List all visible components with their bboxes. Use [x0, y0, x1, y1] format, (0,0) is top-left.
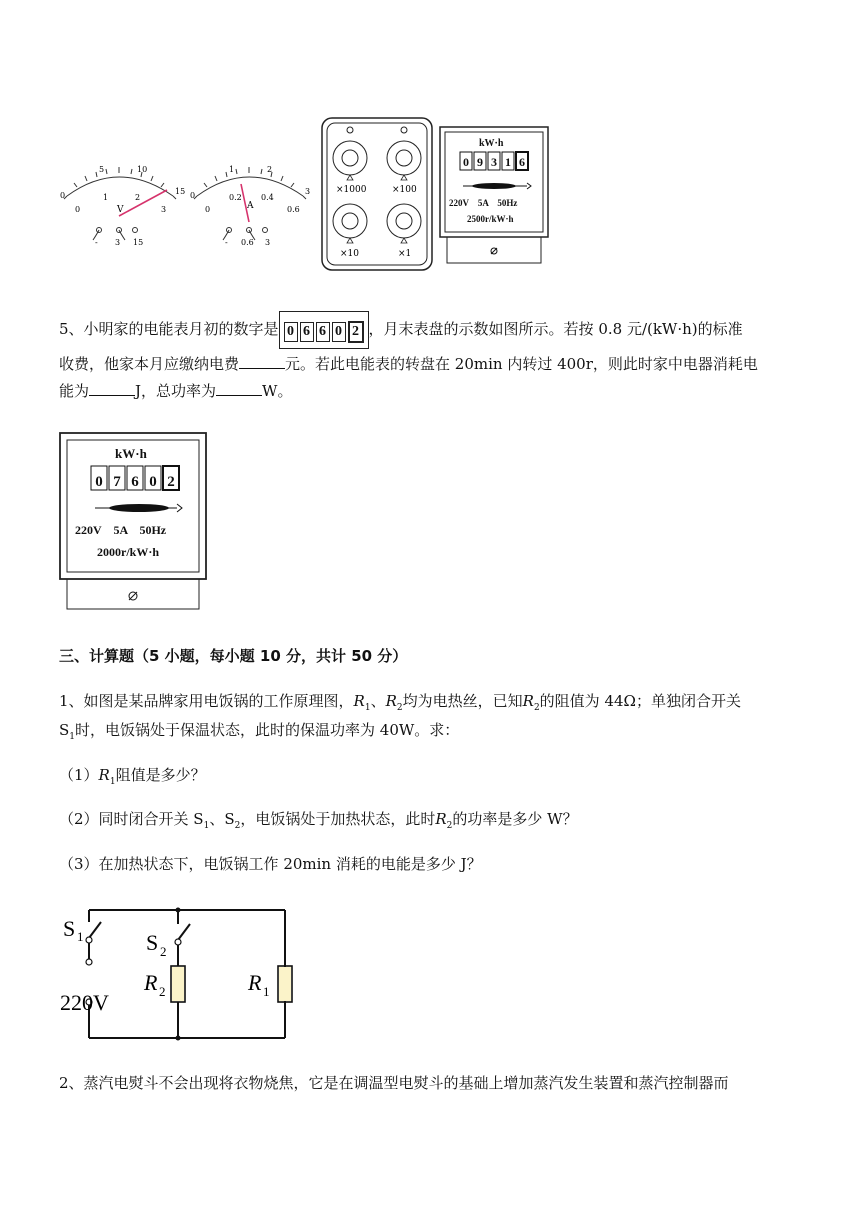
q5-line3-b: J，总功率为 [135, 382, 217, 400]
voltmeter-terminal-3: 3 [115, 238, 121, 247]
voltmeter-terminal-neg: - [95, 238, 98, 247]
voltmeter-scale-5: 5 [99, 165, 105, 174]
resistance-box-figure [320, 116, 434, 272]
meter-top-digit-0: 0 [463, 155, 469, 169]
q5-digit-4: 2 [348, 321, 364, 343]
ammeter-scale-1: 1 [229, 165, 235, 174]
q5-start-reading [279, 311, 369, 349]
ammeter-scale-2: 2 [267, 165, 273, 174]
voltmeter-figure [55, 150, 185, 250]
q5-line3-c: W。 [262, 382, 293, 400]
voltmeter-scale-0: 0 [60, 191, 66, 200]
q1-r2-sub: 2 [396, 703, 403, 713]
q1-sub1-a: （1） [59, 766, 99, 784]
q5-line1-rest: ，月末表盘的示数如图所示。若按 0.8 元/(kW·h)的标准 [368, 320, 743, 338]
section-3-title: 三、计算题（5 小题，每小题 10 分，共计 50 分） [59, 647, 408, 665]
q5-digit-1: 6 [300, 322, 314, 342]
q1-sub2-c: 的功率是多少 W？ [452, 810, 578, 828]
ammeter-scale-b2: 0.4 [261, 193, 274, 202]
q1-sub1-r-sub: 1 [109, 777, 116, 787]
q1-r2b-symbol: R [522, 692, 534, 710]
energy-meter-figure [59, 432, 209, 612]
q1-sub1 [59, 758, 206, 799]
q1-r1-sub: 1 [364, 703, 371, 713]
voltmeter-terminal-15: 15 [133, 238, 144, 247]
meter2-unit: kW·h [115, 446, 147, 461]
voltmeter-unit: V [117, 205, 124, 215]
q1-sub2-r-symbol: R [435, 810, 447, 828]
q1-sub2-r-sub: 2 [446, 821, 453, 831]
voltmeter-scale-15: 15 [175, 187, 185, 196]
meter2-digit-0: 0 [95, 474, 103, 490]
ammeter-unit: A [247, 201, 254, 211]
dial-label-1000: ×1000 [336, 185, 367, 195]
q1-sub2: （2）同时闭合开关 $S_1$、$S_2$，电饭锅处于加热状态，此时$R_2$的功率是多少 W？ [59, 810, 578, 831]
circuit-s1-sub: 1 [77, 929, 84, 944]
q1-line1-b: 均为电热丝，已知 [402, 692, 523, 710]
q1-sub1-r-symbol: R [98, 766, 110, 784]
meter-top-digit-3: 1 [505, 155, 511, 169]
meter2-digit-4: 2 [167, 474, 175, 490]
circuit-diagram [58, 900, 298, 1050]
ammeter-terminal-06: 0.6 [241, 238, 254, 247]
circuit-source-label: 220V [60, 990, 109, 1015]
ammeter-terminal-3: 3 [265, 238, 271, 247]
q1-s1-sub: 1 [69, 732, 76, 742]
q1-sub3: （3）在加热状态下，电饭锅工作 20min 消耗的电能是多少 J？ [59, 855, 482, 873]
ammeter-scale-b3: 0.6 [287, 205, 300, 214]
meter-top-spec: 220V 5A 50Hz [449, 198, 518, 208]
voltmeter-scale-10: 10 [137, 165, 148, 174]
voltmeter-scale-b3: 3 [161, 205, 167, 214]
meter2-rev: 2000r/kW·h [97, 545, 160, 559]
q5-line2-b: 元。若此电能表的转盘在 20min 内转过 400r，则此时家中电器消耗电 [285, 355, 758, 373]
q1-sub2-b: ，电饭锅处于加热状态，此时 [240, 810, 436, 828]
q5-line2-a: 收费，他家本月应缴纳电费 [59, 355, 240, 373]
q5-blank-fee [239, 367, 285, 369]
dial-label-10: ×10 [340, 249, 359, 259]
ammeter-scale-b0: 0 [205, 205, 211, 214]
q1-sub2-s1-sub: 1 [203, 821, 210, 831]
meter2-digit-2: 6 [131, 474, 139, 490]
meter-top-digit-2: 3 [491, 155, 497, 169]
q1-r1-symbol: R [353, 692, 365, 710]
circuit-r2-label: R [144, 970, 158, 995]
meter-top-rev: 2500r/kW·h [467, 214, 514, 224]
q5-blank-power [216, 394, 262, 396]
circuit-s2-label: S [146, 930, 159, 955]
ammeter-terminal-neg: - [225, 238, 228, 247]
q5-digit-3: 0 [332, 322, 346, 342]
voltmeter-scale-b1: 1 [103, 193, 109, 202]
q5-blank-energy [89, 394, 135, 396]
q1-line2 [59, 713, 459, 754]
q1-line1-c: 的阻值为 44Ω；单独闭合开关 [539, 692, 741, 710]
ammeter-figure [185, 150, 315, 250]
meter-top-digit-1: 9 [477, 155, 483, 169]
q1-sub1-b: 阻值是多少？ [115, 766, 206, 784]
q1-r2-symbol: R [385, 692, 397, 710]
q1-line1: 1、如图是某品牌家用电饭锅的工作原理图，$R_1$、$R_2$均为电热丝，已知$R_2$的阻值为 44Ω；单独闭合开关 [59, 692, 741, 713]
circuit-r2-sub: 2 [159, 984, 166, 999]
q1-line1-a: 1、如图是某品牌家用电饭锅的工作原理图， [59, 692, 354, 710]
q5-line3 [59, 374, 292, 408]
circuit-s2-sub: 2 [160, 944, 167, 959]
q1-sub2-a: （2）同时闭合开关 S [59, 810, 204, 828]
dial-label-100: ×100 [392, 185, 417, 195]
q5-digit-2: 6 [316, 322, 330, 342]
meter-top-unit: kW·h [479, 138, 504, 149]
q1-line2-text: 时，电饭锅处于保温状态，此时的保温功率为 40W。求： [75, 721, 460, 739]
meter-top-digit-4: 6 [519, 155, 525, 169]
q5-line3-a: 能为 [59, 382, 90, 400]
q1-r2b-sub: 2 [533, 703, 540, 713]
q2-line1: 2、蒸汽电熨斗不会出现将衣物烧焦，它是在调温型电熨斗的基础上增加蒸汽发生装置和蒸汽控制器而 [59, 1074, 729, 1092]
q5-digit-0: 0 [284, 322, 298, 342]
ammeter-scale-b1: 0.2 [229, 193, 242, 202]
meter2-digit-3: 0 [149, 474, 157, 490]
circuit-r1-sub: 1 [263, 984, 270, 999]
q1-sub2-s2-sub: 2 [234, 821, 241, 831]
q5-line1 [59, 311, 743, 349]
energy-meter-top-figure [439, 126, 551, 266]
dial-label-1: ×1 [398, 249, 412, 259]
q1-sub2-s2-symbol: S [224, 810, 235, 828]
q1-s1-symbol: S [59, 721, 70, 739]
voltmeter-scale-b2: 2 [135, 193, 141, 202]
voltmeter-scale-b0: 0 [75, 205, 81, 214]
meter2-spec: 220V 5A 50Hz [75, 523, 167, 537]
meter2-digit-1: 7 [113, 474, 121, 490]
ammeter-scale-0: 0 [190, 191, 196, 200]
ammeter-scale-3: 3 [305, 187, 311, 196]
voltmeter-needle [119, 190, 167, 216]
q5-prefix: 5、小明家的电能表月初的数字是 [59, 320, 279, 338]
circuit-s1-label: S [63, 916, 76, 941]
circuit-r1-label: R [248, 970, 262, 995]
